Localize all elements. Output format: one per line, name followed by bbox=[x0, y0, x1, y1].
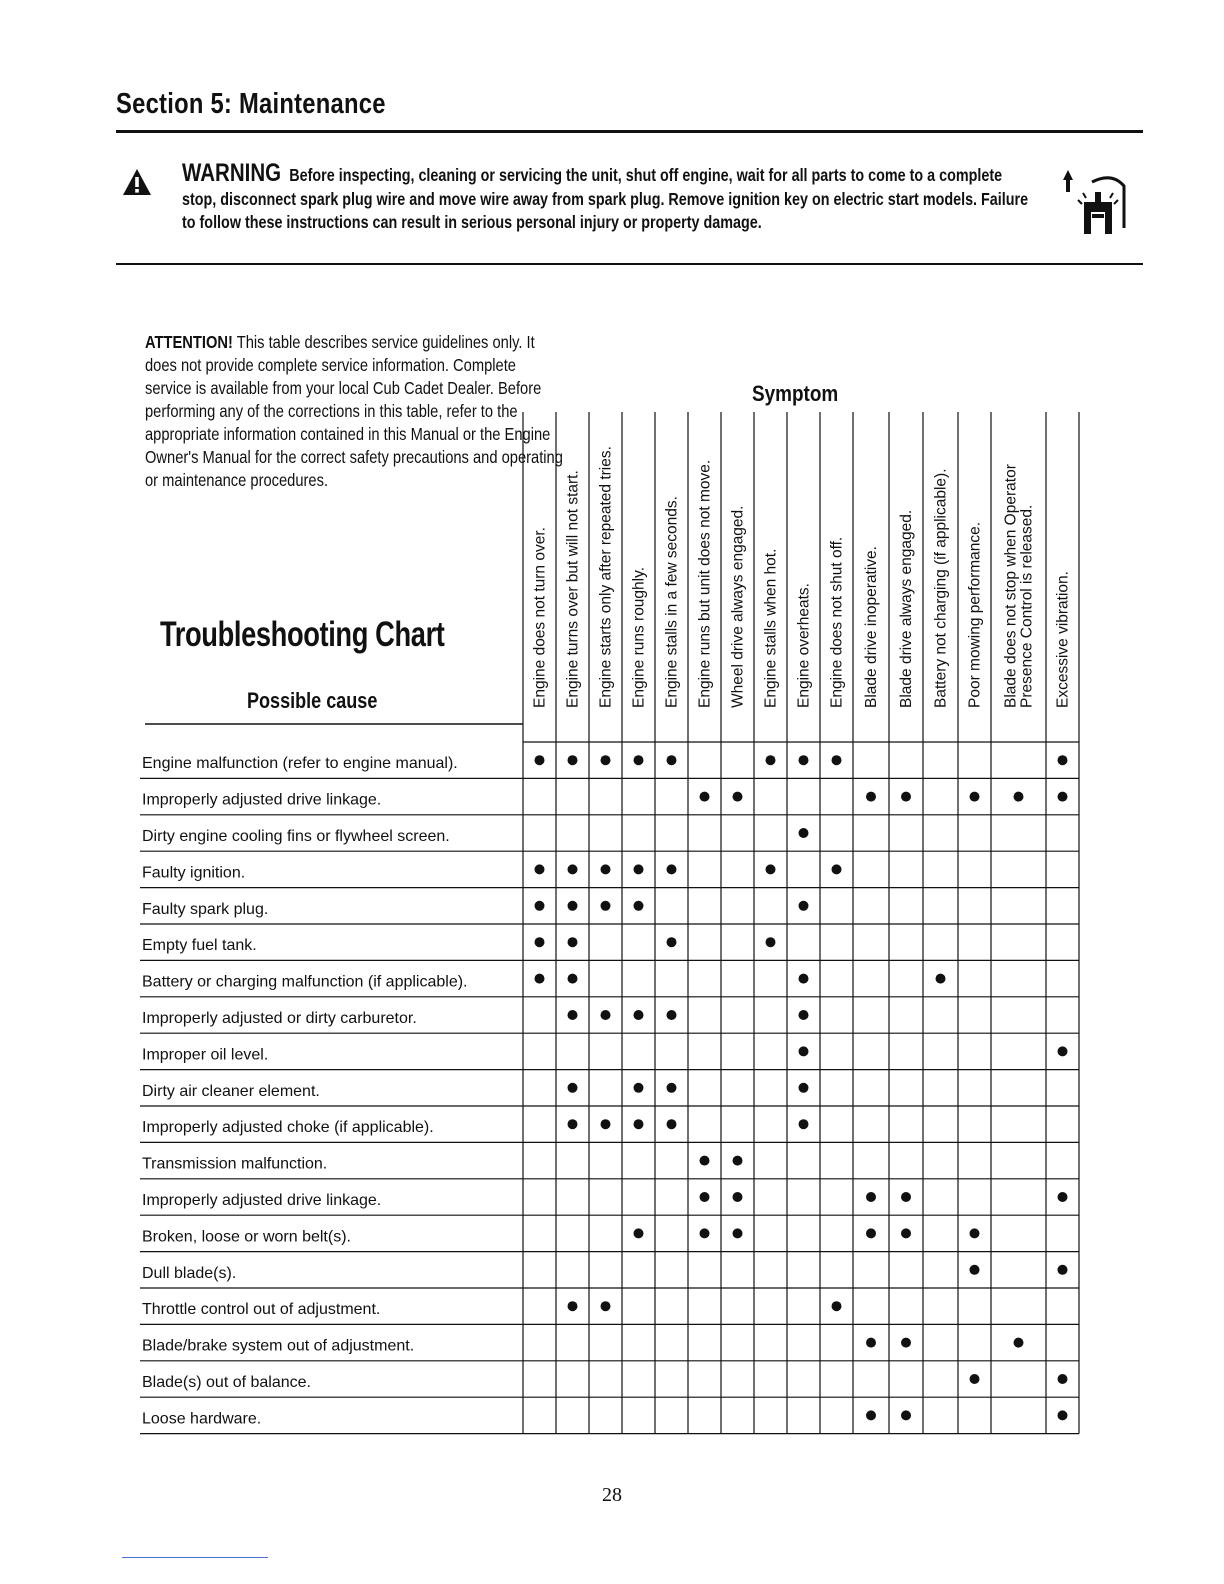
symptom-dot bbox=[901, 792, 911, 802]
symptom-header: Symptom bbox=[752, 381, 839, 406]
cause-label: Improper oil level. bbox=[142, 1046, 269, 1064]
symptom-dot bbox=[1058, 1192, 1068, 1202]
symptom-dot bbox=[700, 792, 710, 802]
symptom-label-line: Presence Control is released. bbox=[1018, 504, 1036, 708]
cause-label: Throttle control out of adjustment. bbox=[142, 1301, 381, 1319]
symptom-dot bbox=[799, 901, 809, 911]
symptom-dot bbox=[970, 792, 980, 802]
symptom-dot bbox=[535, 864, 545, 874]
symptom-label bbox=[1003, 464, 1036, 708]
footer-link-line bbox=[122, 1557, 268, 1558]
symptom-label-line: Engine does not shut off. bbox=[828, 536, 846, 708]
symptom-dot bbox=[799, 755, 809, 765]
symptom-dot bbox=[568, 1119, 578, 1129]
symptom-dot bbox=[634, 755, 644, 765]
symptom-dot bbox=[1058, 792, 1068, 802]
symptom-dot bbox=[568, 755, 578, 765]
cause-label: Broken, loose or worn belt(s). bbox=[142, 1228, 351, 1246]
symptom-dot bbox=[799, 828, 809, 838]
symptom-label-line: Excessive vibration. bbox=[1054, 571, 1072, 708]
cause-label: Dull blade(s). bbox=[142, 1264, 237, 1282]
symptom-dot bbox=[667, 1119, 677, 1129]
symptom-dot bbox=[799, 974, 809, 984]
warning-label: WARNING bbox=[182, 159, 282, 187]
symptom-dot bbox=[733, 792, 743, 802]
attention-text: This table describes service guidelines only. It does not provide complete service information. Complete service is available from your local Cub Cadet Dealer. Before performing any of the corrections in this table, refer to the appropriate information contained in this Manual or the Engine Owner's Manual for the correct safety precautions and operating or maintenance procedures. bbox=[145, 332, 563, 490]
symptom-label-line: Wheel drive always engaged. bbox=[729, 505, 747, 708]
cause-label: Improperly adjusted or dirty carburetor. bbox=[142, 1010, 417, 1027]
symptom-dot bbox=[970, 1374, 980, 1384]
symptom-label bbox=[763, 549, 780, 708]
section-title: Section 5: Maintenance bbox=[116, 88, 386, 120]
symptom-label-line: Engine does not turn over. bbox=[531, 527, 549, 708]
symptom-dot bbox=[667, 1010, 677, 1020]
symptom-dot bbox=[901, 1192, 911, 1202]
symptom-label-line: Poor mowing performance. bbox=[966, 521, 984, 708]
symptom-dot bbox=[901, 1228, 911, 1238]
symptom-dot bbox=[634, 864, 644, 874]
symptom-dot bbox=[1014, 1338, 1024, 1348]
symptom-dot bbox=[667, 864, 677, 874]
cause-label: Improperly adjusted drive linkage. bbox=[142, 1192, 382, 1209]
symptom-label bbox=[664, 496, 681, 708]
symptom-label bbox=[565, 470, 582, 708]
symptom-dot bbox=[936, 974, 946, 984]
symptom-dot bbox=[832, 864, 842, 874]
symptom-dot bbox=[1058, 755, 1068, 765]
cause-label: Improperly adjusted drive linkage. bbox=[142, 791, 382, 809]
symptom-label-line: Blade drive always engaged. bbox=[898, 509, 915, 708]
page-number: 28 bbox=[602, 1484, 622, 1506]
symptom-dot bbox=[568, 974, 578, 984]
cause-label: Loose hardware. bbox=[142, 1410, 262, 1428]
symptom-label bbox=[933, 468, 950, 708]
cause-label: Empty fuel tank. bbox=[142, 937, 257, 955]
symptom-dot bbox=[832, 1301, 842, 1311]
cause-label: Dirty air cleaner element. bbox=[142, 1082, 320, 1100]
symptom-dot bbox=[733, 1228, 743, 1238]
symptom-dot bbox=[866, 1338, 876, 1348]
symptom-label bbox=[967, 522, 984, 708]
symptom-dot bbox=[799, 1046, 809, 1056]
symptom-dot bbox=[1058, 1265, 1068, 1275]
symptom-dot bbox=[601, 1010, 611, 1020]
cause-label: Transmission malfunction. bbox=[142, 1155, 328, 1173]
symptom-label bbox=[796, 583, 813, 708]
symptom-label bbox=[697, 460, 714, 708]
symptom-label bbox=[863, 546, 880, 708]
symptom-dot bbox=[700, 1156, 710, 1166]
symptom-dot bbox=[970, 1265, 980, 1275]
symptom-dot bbox=[634, 1010, 644, 1020]
symptom-label-line: Engine starts only after repeated tries. bbox=[597, 446, 615, 708]
symptom-dot bbox=[733, 1156, 743, 1166]
symptom-label bbox=[631, 567, 648, 708]
symptom-dot bbox=[700, 1228, 710, 1238]
symptom-dot bbox=[700, 1192, 710, 1202]
symptom-dot bbox=[866, 1410, 876, 1420]
symptom-label-line: Engine overheats. bbox=[795, 583, 813, 708]
symptom-label bbox=[898, 510, 915, 708]
symptom-dot bbox=[901, 1410, 911, 1420]
symptom-dot bbox=[601, 901, 611, 911]
symptom-label-line: Engine stalls when hot. bbox=[762, 548, 780, 708]
cause-label: Faulty ignition. bbox=[142, 864, 246, 882]
symptom-dot bbox=[568, 937, 578, 947]
symptom-label bbox=[730, 506, 747, 708]
chart-title: Troubleshooting Chart bbox=[160, 615, 445, 654]
symptom-dot bbox=[799, 1010, 809, 1020]
symptom-dot bbox=[1058, 1374, 1068, 1384]
symptom-dot bbox=[901, 1338, 911, 1348]
symptom-dot bbox=[866, 1192, 876, 1202]
symptom-dot bbox=[601, 755, 611, 765]
symptom-dot bbox=[1014, 792, 1024, 802]
symptom-label-line: Engine stalls in a few seconds. bbox=[663, 496, 681, 708]
symptom-dot bbox=[535, 974, 545, 984]
symptom-dot bbox=[601, 1119, 611, 1129]
symptom-label-line: Engine runs roughly. bbox=[630, 566, 648, 708]
symptom-dot bbox=[799, 1083, 809, 1093]
symptom-dot bbox=[568, 1301, 578, 1311]
symptom-dot bbox=[601, 1301, 611, 1311]
symptom-dot bbox=[601, 864, 611, 874]
symptom-label bbox=[1055, 571, 1072, 708]
symptom-dot bbox=[667, 937, 677, 947]
possible-cause-header: Possible cause bbox=[247, 688, 378, 713]
symptom-dot bbox=[1058, 1410, 1068, 1420]
symptom-dot bbox=[866, 1228, 876, 1238]
symptom-dot bbox=[766, 755, 776, 765]
symptom-label bbox=[598, 446, 615, 708]
cause-label: Blade/brake system out of adjustment. bbox=[142, 1337, 415, 1355]
symptom-dot bbox=[766, 864, 776, 874]
cause-label: Engine malfunction (refer to engine manual). bbox=[142, 755, 458, 773]
warning-text: Before inspecting, cleaning or servicing the unit, shut off engine, wait for all parts to come to a complete stop, disconnect spark plug wire and move wire away from spark plug. Remove ignition key on electric start models. Failure to follow these instructions can result in serious personal injury or property damage. bbox=[182, 165, 1029, 232]
symptom-dot bbox=[634, 1083, 644, 1093]
symptom-label-line: Engine runs but unit does not move. bbox=[696, 459, 714, 708]
symptom-label-line: Battery not charging (if applicable). bbox=[932, 468, 950, 708]
symptom-label bbox=[532, 527, 549, 708]
symptom-dot bbox=[634, 1119, 644, 1129]
symptom-dot bbox=[866, 792, 876, 802]
symptom-dot bbox=[568, 864, 578, 874]
symptom-dot bbox=[733, 1192, 743, 1202]
symptom-dot bbox=[766, 937, 776, 947]
cause-label: Battery or charging malfunction (if applicable). bbox=[142, 973, 468, 991]
symptom-dot bbox=[634, 901, 644, 911]
symptom-dot bbox=[568, 1083, 578, 1093]
symptom-label-line: Engine turns over but will not start. bbox=[564, 470, 582, 708]
cause-label: Dirty engine cooling fins or flywheel screen. bbox=[142, 828, 450, 845]
symptom-label bbox=[829, 537, 846, 708]
symptom-dot bbox=[568, 1010, 578, 1020]
symptom-dot bbox=[667, 1083, 677, 1093]
symptom-dot bbox=[535, 901, 545, 911]
symptom-label-line: Blade does not stop when Operator bbox=[1002, 464, 1020, 708]
symptom-dot bbox=[970, 1228, 980, 1238]
attention-label: ATTENTION! bbox=[145, 332, 233, 352]
symptom-dot bbox=[799, 1119, 809, 1129]
cause-label: Improperly adjusted choke (if applicable). bbox=[142, 1119, 434, 1137]
symptom-dot bbox=[1058, 1046, 1068, 1056]
symptom-dot bbox=[535, 937, 545, 947]
cause-label: Blade(s) out of balance. bbox=[142, 1374, 311, 1391]
symptom-dot bbox=[667, 755, 677, 765]
symptom-dot bbox=[634, 1228, 644, 1238]
symptom-dot bbox=[535, 755, 545, 765]
symptom-dot bbox=[832, 755, 842, 765]
symptom-label-line: Blade drive inoperative. bbox=[863, 546, 880, 708]
symptom-dot bbox=[568, 901, 578, 911]
cause-label: Faulty spark plug. bbox=[142, 900, 269, 918]
